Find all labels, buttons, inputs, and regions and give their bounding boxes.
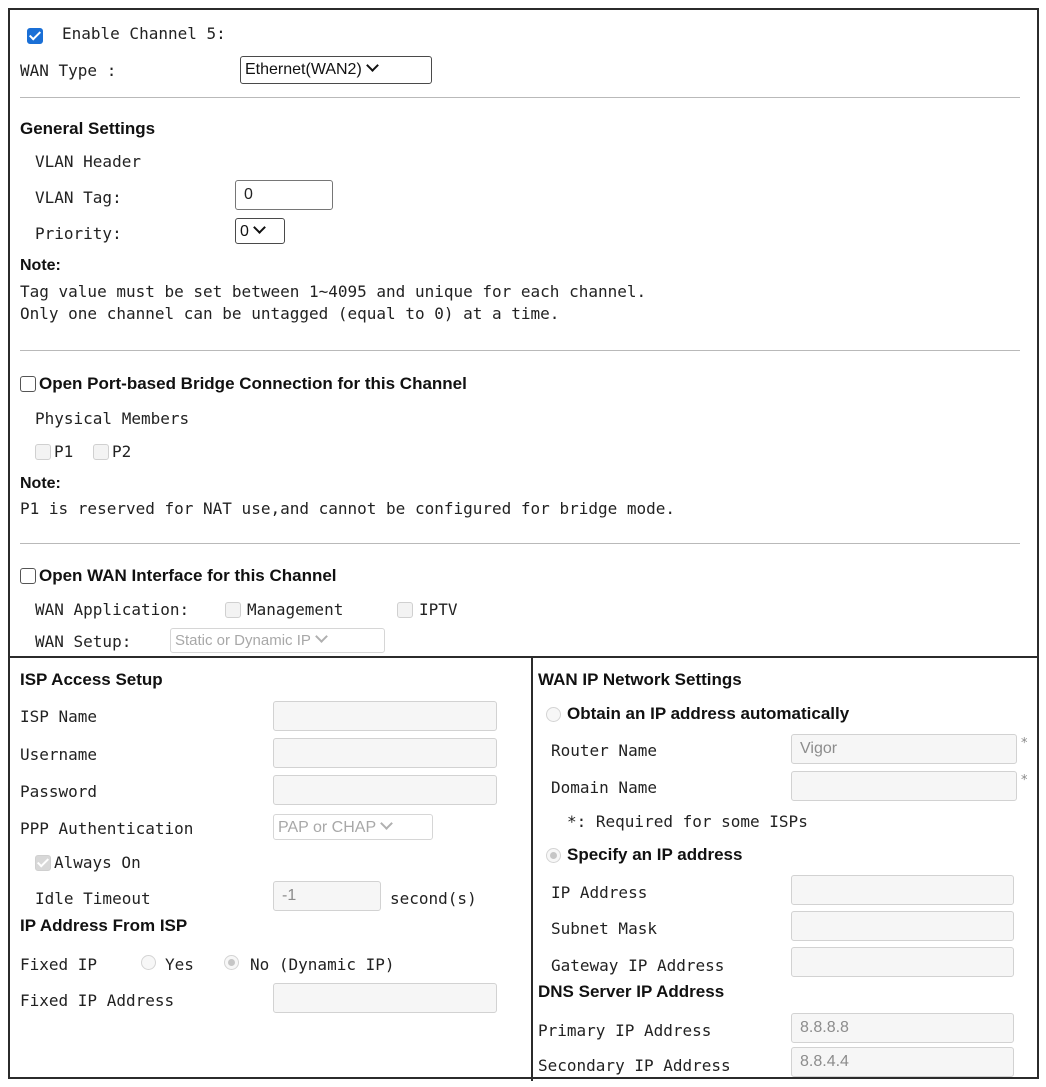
ppp-auth-label: PPP Authentication [20, 819, 194, 838]
management-label: Management [247, 600, 344, 619]
general-note-line1: Tag value must be set between 1~4095 and unique for each channel. [20, 282, 647, 301]
p2-checkbox[interactable] [93, 444, 109, 460]
bridge-note-title: Note: [20, 475, 61, 492]
iptv-label: IPTV [419, 600, 458, 619]
chevron-down-icon [315, 630, 328, 643]
subnet-mask-input[interactable] [791, 911, 1014, 941]
ip-from-isp-title: IP Address From ISP [20, 916, 188, 935]
primary-dns-input[interactable] [791, 1013, 1014, 1043]
obtain-ip-radio[interactable] [546, 707, 561, 722]
enable-channel-checkbox[interactable] [27, 28, 43, 44]
ppp-auth-select[interactable] [273, 814, 433, 840]
fixed-ip-yes-label: Yes [165, 955, 194, 974]
vlan-tag-input[interactable] [235, 180, 333, 210]
wan-setup-value: Static or Dynamic IP [175, 632, 311, 649]
column-divider [531, 656, 533, 1081]
channel-settings-panel [8, 8, 1039, 1079]
specify-ip-radio[interactable] [546, 848, 561, 863]
management-checkbox[interactable] [225, 602, 241, 618]
divider [20, 543, 1020, 544]
primary-dns-value: 8.8.8.8 [800, 1019, 849, 1036]
chevron-down-icon [366, 59, 379, 72]
enable-channel-label: Enable Channel 5: [62, 24, 226, 43]
divider [20, 350, 1020, 351]
p2-label: P2 [112, 442, 132, 461]
always-on-label: Always On [54, 853, 141, 872]
gateway-label: Gateway IP Address [551, 956, 725, 975]
idle-timeout-label: Idle Timeout [35, 889, 151, 908]
general-note-line2: Only one channel can be untagged (equal to 0) at a time. [20, 304, 560, 323]
general-settings-title: General Settings [20, 119, 156, 138]
domain-name-input[interactable] [791, 771, 1017, 801]
idle-timeout-unit: second(s) [390, 889, 477, 908]
gateway-input[interactable] [791, 947, 1014, 977]
idle-timeout-input[interactable] [273, 881, 381, 911]
secondary-dns-value: 8.8.4.4 [800, 1053, 849, 1070]
p1-label: P1 [54, 442, 74, 461]
router-name-label: Router Name [551, 741, 657, 760]
chevron-down-icon [380, 817, 393, 830]
fixed-ip-yes-radio[interactable] [141, 955, 156, 970]
wan-application-label: WAN Application: [35, 600, 190, 619]
wan-type-select[interactable] [240, 56, 432, 84]
bridge-connection-title: Open Port-based Bridge Connection for this Channel [39, 374, 467, 393]
required-note: *: Required for some ISPs [567, 812, 808, 831]
general-note-title: Note: [20, 257, 61, 274]
idle-timeout-value: -1 [282, 887, 297, 904]
username-input[interactable] [273, 738, 497, 768]
priority-value: 0 [240, 223, 249, 240]
vlan-tag-value: 0 [244, 186, 253, 203]
chevron-down-icon [253, 221, 266, 234]
wan-interface-title: Open WAN Interface for this Channel [39, 566, 337, 585]
fixed-ip-no-radio[interactable] [224, 955, 239, 970]
domain-name-required-mark: * [1021, 773, 1028, 788]
isp-name-label: ISP Name [20, 707, 98, 726]
router-name-input[interactable] [791, 734, 1017, 764]
specify-ip-label: Specify an IP address [567, 845, 743, 864]
obtain-ip-label: Obtain an IP address automatically [567, 704, 850, 723]
ppp-auth-value: PAP or CHAP [278, 819, 377, 836]
router-name-required-mark: * [1021, 736, 1028, 751]
priority-select[interactable] [235, 218, 285, 244]
p1-checkbox[interactable] [35, 444, 51, 460]
fixed-ip-address-input[interactable] [273, 983, 497, 1013]
bridge-connection-checkbox[interactable] [20, 376, 36, 392]
bridge-note-text: P1 is reserved for NAT use,and cannot be configured for bridge mode. [20, 499, 676, 518]
iptv-checkbox[interactable] [397, 602, 413, 618]
dns-title: DNS Server IP Address [538, 982, 725, 1001]
priority-label: Priority: [35, 224, 122, 243]
password-label: Password [20, 782, 98, 801]
divider [20, 97, 1020, 98]
isp-access-title: ISP Access Setup [20, 670, 163, 689]
password-input[interactable] [273, 775, 497, 805]
physical-members-label: Physical Members [35, 409, 190, 428]
section-divider [10, 656, 1037, 658]
ip-address-label: IP Address [551, 883, 648, 902]
secondary-dns-input[interactable] [791, 1047, 1014, 1077]
router-name-value: Vigor [800, 740, 838, 757]
fixed-ip-address-label: Fixed IP Address [20, 991, 175, 1010]
vlan-tag-label: VLAN Tag: [35, 188, 122, 207]
domain-name-label: Domain Name [551, 778, 657, 797]
primary-dns-label: Primary IP Address [538, 1021, 712, 1040]
wan-type-value: Ethernet(WAN2) [245, 61, 362, 78]
secondary-dns-label: Secondary IP Address [538, 1056, 731, 1075]
wan-ip-title: WAN IP Network Settings [538, 670, 742, 689]
username-label: Username [20, 745, 98, 764]
always-on-checkbox[interactable] [35, 855, 51, 871]
wan-setup-select[interactable] [170, 628, 385, 653]
fixed-ip-no-label: No (Dynamic IP) [250, 955, 395, 974]
isp-name-input[interactable] [273, 701, 497, 731]
wan-type-label: WAN Type : [20, 61, 117, 80]
wan-setup-label: WAN Setup: [35, 632, 132, 651]
vlan-header-label: VLAN Header [35, 152, 141, 171]
fixed-ip-label: Fixed IP [20, 955, 98, 974]
subnet-mask-label: Subnet Mask [551, 919, 657, 938]
ip-address-input[interactable] [791, 875, 1014, 905]
wan-interface-checkbox[interactable] [20, 568, 36, 584]
